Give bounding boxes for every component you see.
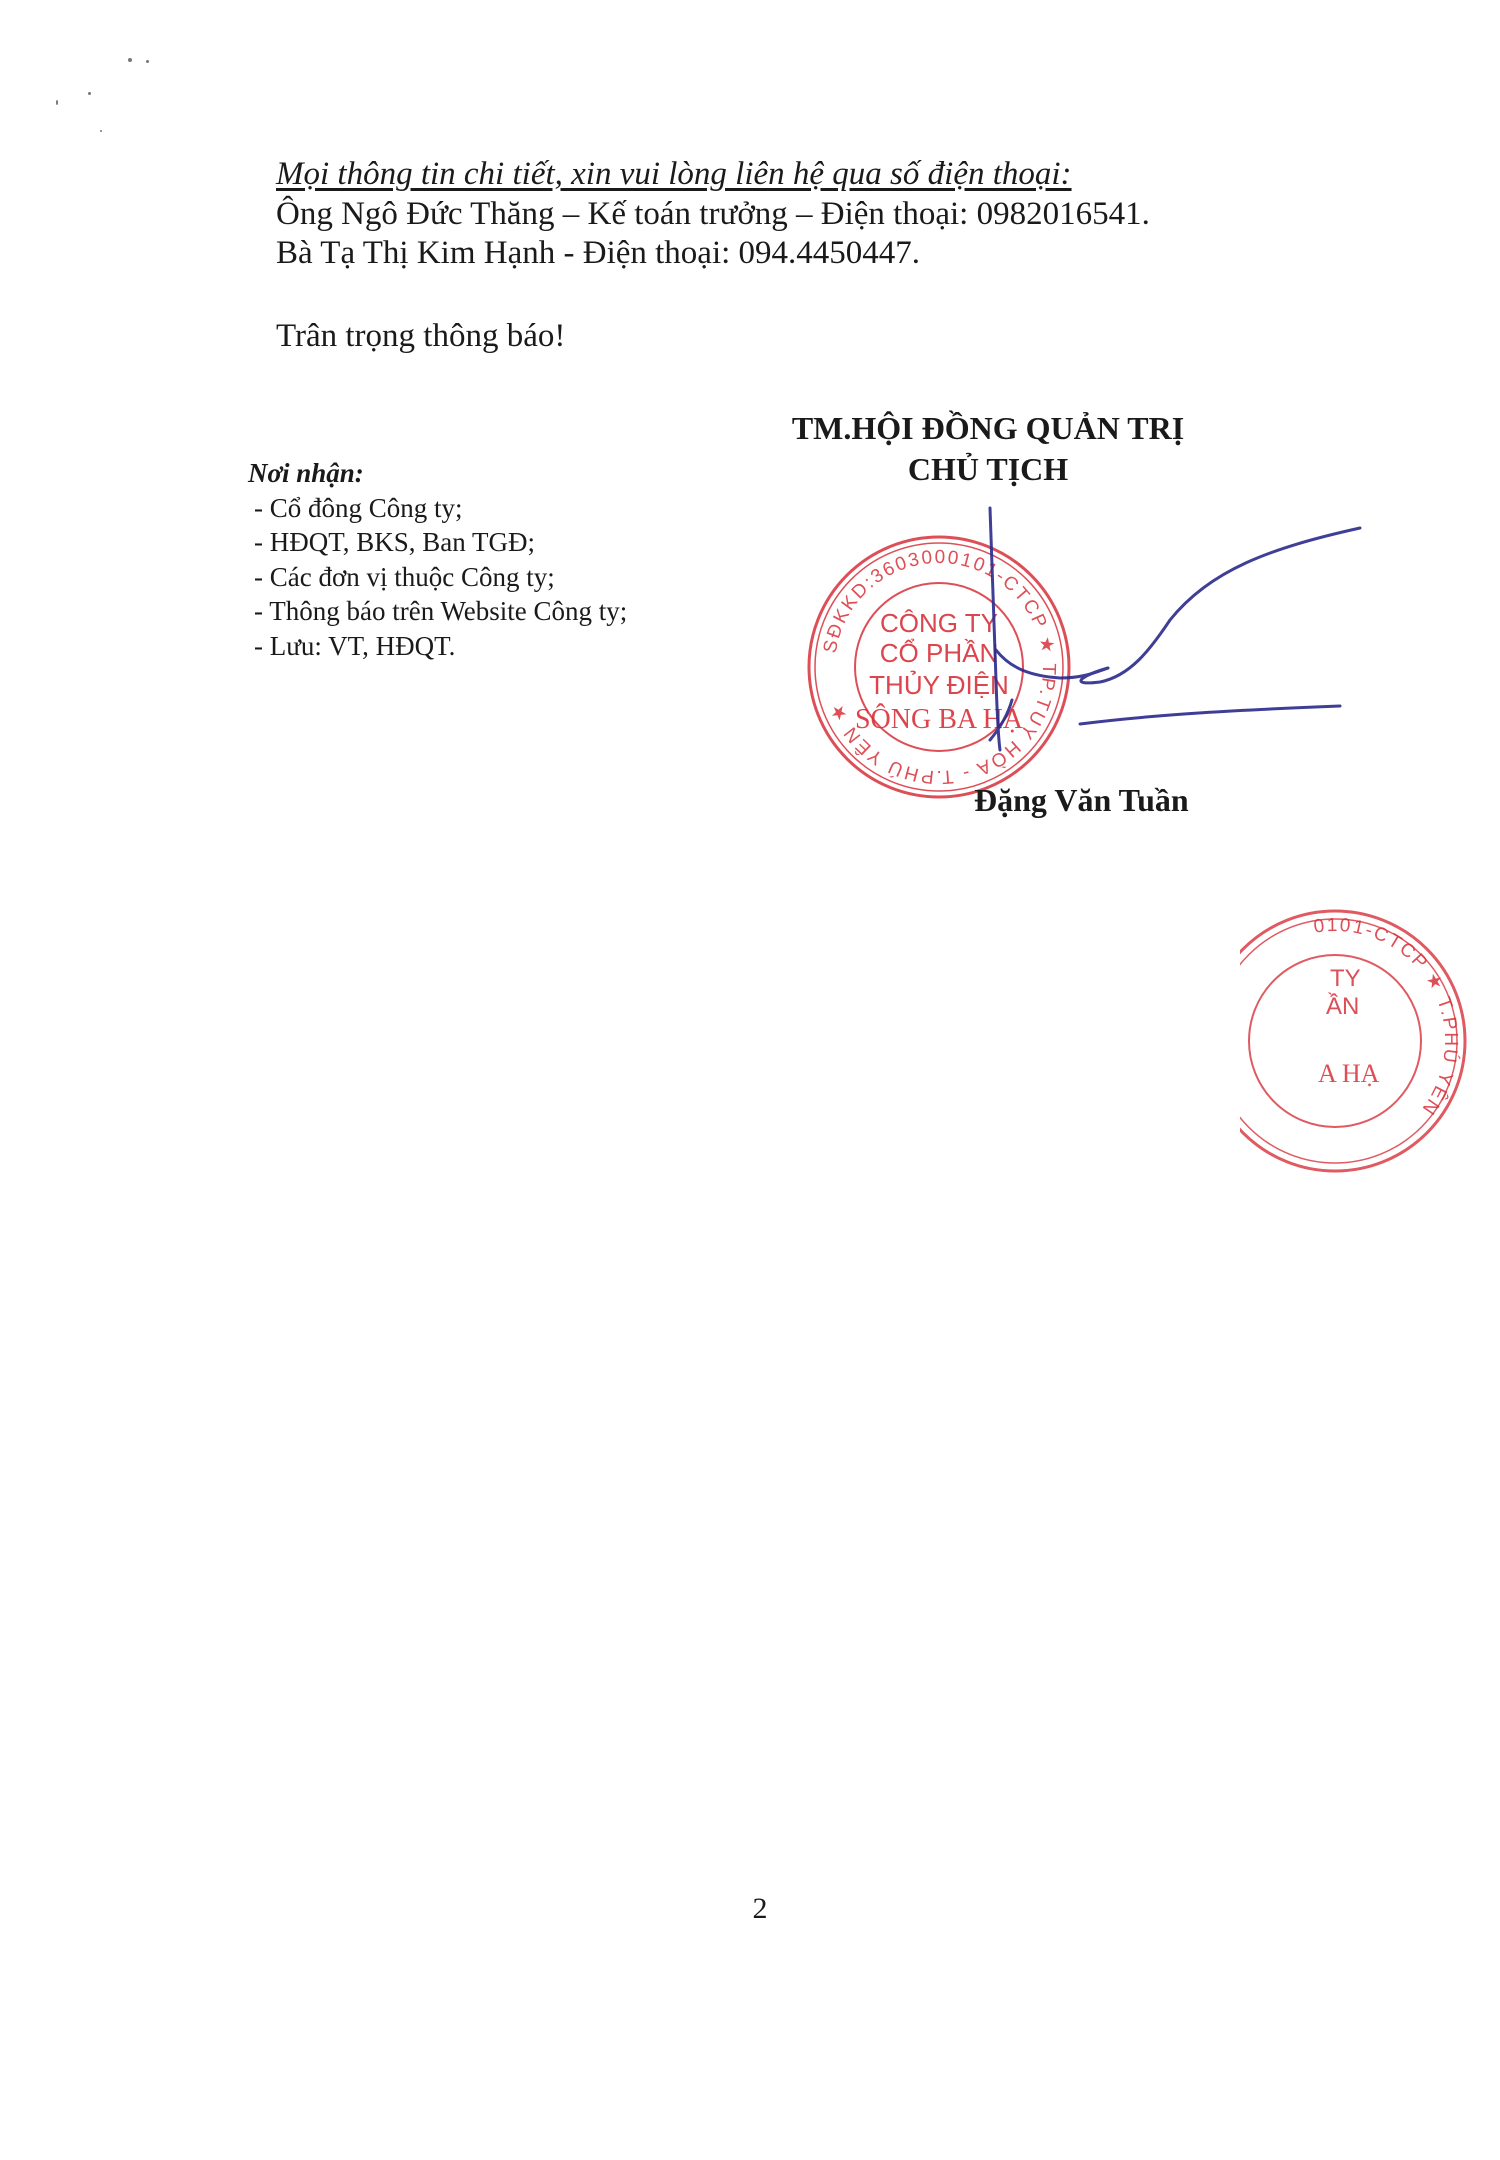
recipient-item: - Thông báo trên Website Công ty; bbox=[254, 596, 628, 627]
recipient-item: - Các đơn vị thuộc Công ty; bbox=[254, 561, 555, 592]
partial-seal-line: TY bbox=[1330, 965, 1361, 992]
recipients-heading: Nơi nhận: bbox=[248, 458, 364, 488]
contact-line-accountant: Ông Ngô Đức Thăng – Kế toán trưởng – Điện thoại: 0982016541. bbox=[276, 195, 1150, 232]
partial-seal-line: A HẠ bbox=[1318, 1059, 1380, 1088]
board-title: TM.HỘI ĐỒNG QUẢN TRỊ bbox=[791, 410, 1185, 446]
scan-speck bbox=[100, 130, 102, 132]
seal-center-line: THỦY ĐIỆN bbox=[869, 670, 1009, 700]
recipients-list bbox=[248, 456, 627, 663]
chairman-title: CHỦ TỊCH bbox=[907, 450, 1069, 487]
signature-title bbox=[748, 408, 1228, 490]
scan-speck bbox=[128, 58, 132, 62]
seal-center-line: CÔNG TY bbox=[880, 608, 998, 638]
handwritten-signature bbox=[960, 500, 1380, 780]
recipient-item: - Lưu: VT, HĐQT. bbox=[254, 630, 456, 661]
page-number: 2 bbox=[752, 1892, 768, 1925]
seal-ring-text: SĐKKD:3603000101-CTCP ★ TP.TUY HÒA - T.PHÚ YÊN ★ bbox=[819, 546, 1060, 788]
recipient-item: - HĐQT, BKS, Ban TGĐ; bbox=[254, 527, 535, 558]
contact-block bbox=[276, 155, 1256, 274]
scan-speck bbox=[88, 92, 91, 95]
seal-center-line: CỔ PHẦN bbox=[879, 638, 999, 668]
partial-seal bbox=[1240, 906, 1500, 1176]
partial-seal-line: ẦN bbox=[1326, 993, 1360, 1020]
signer-name: Đặng Văn Tuần bbox=[974, 782, 1189, 818]
scan-speck bbox=[56, 100, 58, 105]
contact-heading: Mọi thông tin chi tiết, xin vui lòng liên hệ qua số điện thoại: bbox=[276, 156, 1072, 192]
contact-line-hanh: Bà Tạ Thị Kim Hạnh - Điện thoại: 094.4450447. bbox=[276, 235, 921, 272]
recipient-item: - Cổ đông Công ty; bbox=[254, 492, 463, 523]
partial-seal-ring-text: 0101-CTCP ★ T.PHÚ YÊN bbox=[1312, 914, 1462, 1120]
closing-remark: Trân trọng thông báo! bbox=[276, 318, 566, 354]
seal-center-line: SÔNG BA HẠ bbox=[854, 704, 1024, 735]
scan-speck bbox=[146, 60, 149, 63]
